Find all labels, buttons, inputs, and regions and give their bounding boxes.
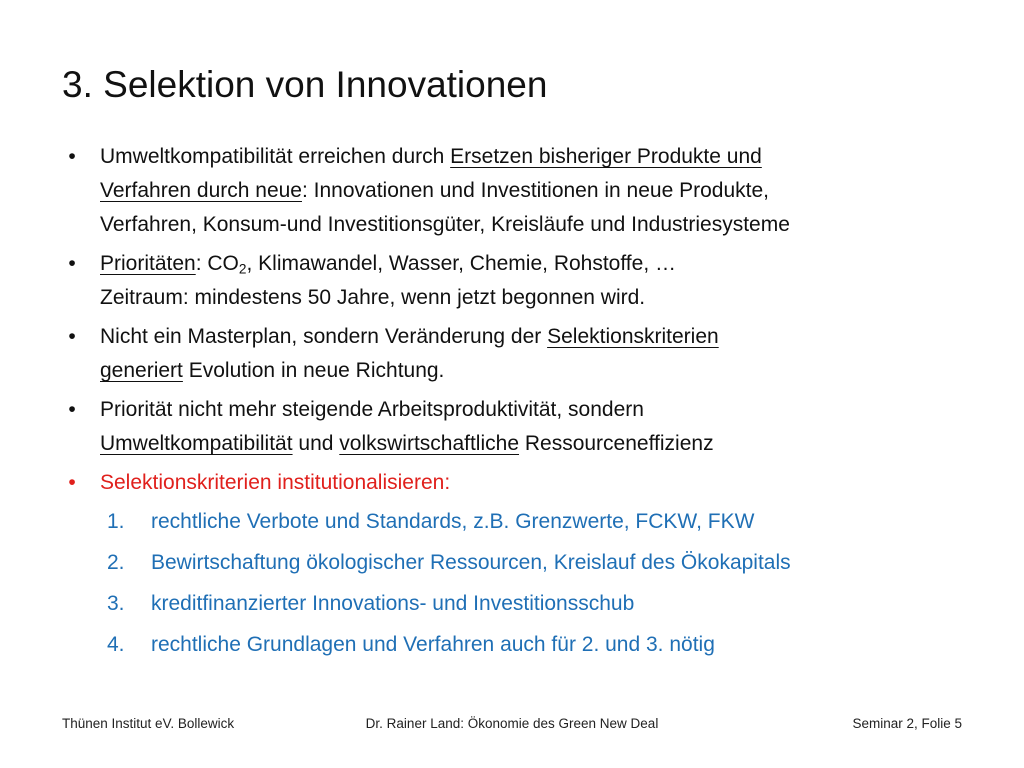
bullet-marker: • [68,145,76,168]
bullet-line [100,427,992,461]
bullet-item-prioritaet [62,393,992,461]
bullet-marker: • [68,325,76,348]
list-number: 3. [107,592,125,615]
footer-slide-number: Seminar 2, Folie 5 [852,716,962,731]
bullet-marker: • [68,252,76,275]
bullet-text: und [292,432,340,455]
numbered-item [62,587,992,621]
bullet-item-selektionskriterien [62,466,992,500]
list-item-text: rechtliche Verbote und Standards, z.B. Grenzwerte, FCKW, FKW [151,510,755,533]
list-item-text: rechtliche Grundlagen und Verfahren auch für 2. und 3. nötig [151,633,715,656]
bullet-text: : Innovationen und Investitionen in neue Produkte, [301,179,769,202]
bullet-text: Ressourceneffizienz [519,432,714,455]
bullet-text: , Klimawandel, Wasser, Chemie, Rohstoffe, … [246,252,676,275]
bullet-text-underlined: Verfahren durch neue [100,179,302,202]
bullet-line [100,281,992,315]
bullet-line [100,174,992,208]
bullet-text: Zeitraum: mindestens 50 Jahre, wenn jetzt begonnen wird. [100,286,646,309]
subscript-text: 2 [238,261,247,277]
numbered-item [62,628,992,662]
footer-author-talk: Dr. Rainer Land: Ökonomie des Green New Deal [365,716,659,731]
bullet-marker: • [68,398,76,421]
bullet-text-underlined: Prioritäten [100,252,196,275]
bullet-text: Evolution in neue Richtung. [182,359,445,382]
bullet-text-underlined: Umweltkompatibilität [100,432,293,455]
bullet-text-underlined: volkswirtschaftliche [339,432,520,455]
slide-title: 3. Selektion von Innovationen [62,64,548,105]
slide-content [62,140,992,669]
bullet-line [100,208,992,242]
bullet-text-underlined: Selektionskriterien [547,325,719,348]
bullet-text: : CO [195,252,239,275]
bullet-line [100,466,992,500]
footer-institute: Thünen Institut eV. Bollewick [62,716,235,731]
bullet-line [100,354,992,388]
slide-footer [0,716,1024,738]
bullet-item-umweltkompatibilitaet [62,140,992,242]
bullet-item-masterplan [62,320,992,388]
list-number: 2. [107,551,125,574]
numbered-item [62,505,992,539]
bullet-marker: • [68,471,76,494]
list-number: 4. [107,633,125,656]
list-number: 1. [107,510,125,533]
bullet-text: Nicht ein Masterplan, sondern Veränderung der [100,325,548,348]
bullet-text-underlined: Ersetzen bisheriger Produkte und [450,145,762,168]
bullet-text: Selektionskriterien institutionalisieren: [100,471,451,494]
numbered-list [62,505,992,662]
bullet-line [100,393,992,427]
bullet-line [100,247,992,281]
numbered-item [62,546,992,580]
bullet-text: Priorität nicht mehr steigende Arbeitsproduktivität, sondern [100,398,644,421]
bullet-text-underlined: generiert [100,359,183,382]
list-item-text: kreditfinanzierter Innovations- und Investitionsschub [151,592,635,615]
bullet-item-prioritaeten [62,247,992,315]
list-item-text: Bewirtschaftung ökologischer Ressourcen, Kreislauf des Ökokapitals [151,551,791,574]
bullet-text: Umweltkompatibilität erreichen durch [100,145,451,168]
bullet-line [100,320,992,354]
bullet-line [100,140,992,174]
bullet-text: Verfahren, Konsum-und Investitionsgüter, Kreisläufe und Industriesysteme [100,213,790,236]
